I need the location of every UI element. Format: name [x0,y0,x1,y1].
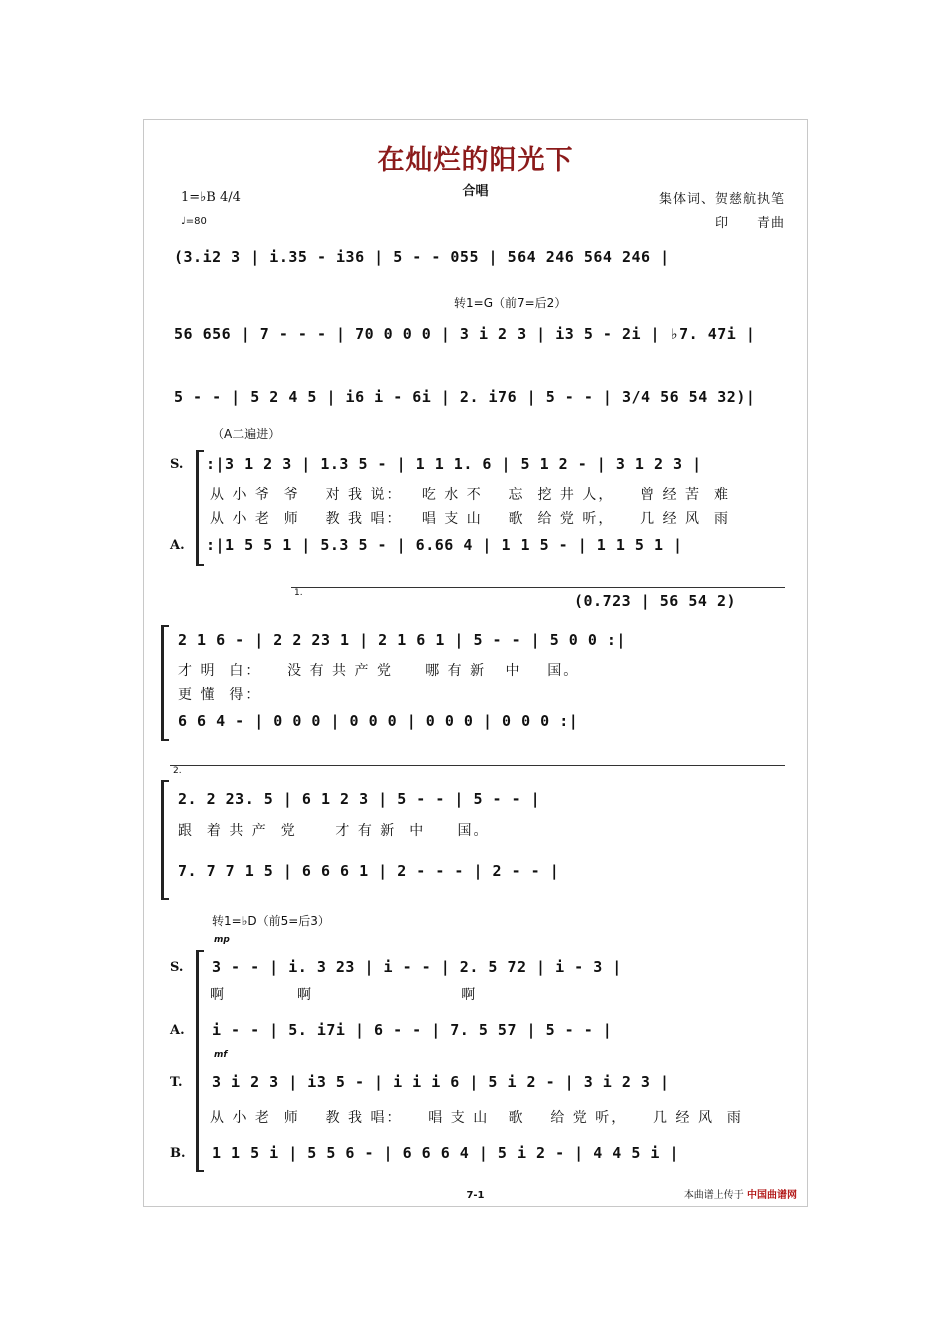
key-signature: 1=♭B 4/4 [181,190,241,205]
alto-label-2: A. [170,1023,185,1038]
system7-tenor-notes: 3 i 2 3 | i3 5 - | i i i 6 | 5 i 2 - | 3 i 2 3 | [212,1073,670,1091]
system5-bracket [161,625,169,741]
system7-modulation: 转1=♭D（前5=后3） [212,914,330,928]
bass-label: B. [170,1146,186,1161]
system4-alto-notes: :|1 5 5 1 | 5.3 5 - | 6.66 4 | 1 1 5 - | 1 1 5 1 | [206,536,683,554]
dynamic-mf: mf [214,1050,228,1060]
volta2-label: 2. [173,766,182,776]
volta2-line [170,765,785,766]
song-subtitle: 合唱 [462,184,489,199]
song-title: 在灿烂的阳光下 [377,145,574,176]
volta1-line [291,587,785,588]
volta1-label: 1. [294,588,303,598]
soprano-label: S. [170,457,184,472]
credits [659,188,785,236]
system4-lyrics1: 从 小 爷 爷 对 我 说： 吃 水 不 忘 挖 井 人， 曾 经 苦 难 [210,487,730,503]
dynamic-mp: mp [214,935,230,945]
system7-bass-notes: 1 1 5 i | 5 5 6 - | 6 6 6 4 | 5 i 2 - | 4 4 5 i | [212,1144,680,1162]
upload-credit [684,1186,797,1201]
system7-alto-notes: i - - | 5. i7i | 6 - - | 7. 5 57 | 5 - - | [212,1021,613,1039]
site-logo-text: 中国曲谱网 [747,1190,797,1201]
system4-bracket [196,450,204,566]
system6-soprano-notes: 2. 2 23. 5 | 6 1 2 3 | 5 - - | 5 - - | [178,790,541,808]
system4-soprano-notes: :|3 1 2 3 | 1.3 5 - | 1 1 1. 6 | 5 1 2 - | 3 1 2 3 | [206,455,702,473]
system2-modulation: 转1=G（前7=后2） [454,296,567,310]
system6-alto-notes: 7. 7 7 1 5 | 6 6 6 1 | 2 - - - | 2 - - | [178,862,560,880]
tenor-label: T. [170,1075,183,1090]
lyricist: 集体词、贺慈航执笔 [658,192,785,207]
system2-notes: 56 656 | 7 - - - | 70 0 0 0 | 3 i 2 3 | i3 5 - 2i | ♭7. 47i | [174,325,756,343]
score-page [143,119,808,1207]
tempo-mark: ♩=80 [181,216,207,227]
system6-bracket [161,780,169,900]
alto-label: A. [170,538,185,553]
system7-tenor-lyric: 从 小 老 师 教 我 唱： 唱 支 山 歌 给 党 听， 几 经 风 雨 [210,1110,743,1126]
system7-soprano-lyric: 啊 啊 啊 [210,987,478,1003]
page-number: 7-1 [466,1190,485,1201]
repeat-note: （A二遍进） [212,427,281,441]
composer: 印 青曲 [714,216,785,231]
system4-lyrics2: 从 小 老 师 教 我 唱： 唱 支 山 歌 给 党 听， 几 经 风 雨 [210,511,730,527]
upload-note: 本曲谱上传于 [683,1190,744,1201]
system5-interlude: (0.723 | 56 54 2) [574,592,737,610]
system5-alto-notes: 6 6 4 - | 0 0 0 | 0 0 0 | 0 0 0 | 0 0 0 :| [178,712,579,730]
system1-notes: (3.i2 3 | i.35 - i36 | 5 - - 055 | 564 246 564 246 | [174,248,670,266]
system7-soprano-notes: 3 - - | i. 3 23 | i - - | 2. 5 72 | i - 3 | [212,958,622,976]
system6-lyrics1: 跟 着 共 产 党 才 有 新 中 国。 [178,823,490,839]
system3-notes: 5 - - | 5 2 4 5 | i6 i - 6i | 2. i76 | 5 - - | 3/4 56 54 32)| [174,388,756,406]
soprano-label-2: S. [170,960,184,975]
system5-lyrics1: 才 明 白： 没 有 共 产 党 哪 有 新 中 国。 [178,663,580,679]
system5-lyrics2: 更 懂 得： [178,687,262,703]
system7-bracket [196,950,204,1172]
system5-soprano-notes: 2 1 6 - | 2 2 23 1 | 2 1 6 1 | 5 - - | 5 0 0 :| [178,631,626,649]
